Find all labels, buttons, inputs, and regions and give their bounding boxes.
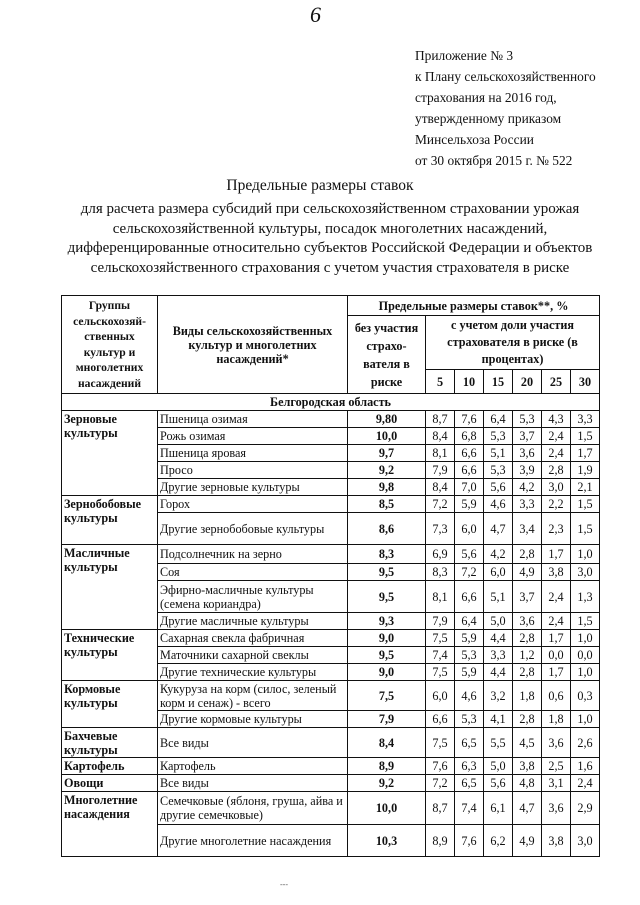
- rate-cell: 4,7: [484, 513, 513, 545]
- rate-cell: 5,9: [455, 496, 484, 513]
- rate-cell: 1,6: [571, 758, 600, 775]
- rate-cell: 3,0: [571, 564, 600, 581]
- rate-cell: 4,5: [513, 728, 542, 758]
- rate-cell: 3,6: [542, 728, 571, 758]
- rate-cell: 3,3: [571, 411, 600, 428]
- rate-cell: 3,3: [484, 647, 513, 664]
- rate-cell: 5,9: [455, 630, 484, 647]
- header-p10: 10: [455, 370, 484, 394]
- table-row: [62, 792, 600, 825]
- base-rate-cell: 9,7: [348, 445, 426, 462]
- base-rate-cell: 9,80: [348, 411, 426, 428]
- rate-cell: 6,6: [426, 711, 455, 728]
- rate-cell: 7,5: [426, 664, 455, 681]
- crop-cell: Пшеница яровая: [158, 445, 348, 462]
- header-no-participation: без участия страхо-вателя в риске: [348, 316, 426, 394]
- crop-cell: Все виды: [158, 728, 348, 758]
- rate-cell: 3,6: [542, 792, 571, 825]
- rate-cell: 2,5: [542, 758, 571, 775]
- table-row: [62, 728, 600, 758]
- header-limits: Предельные размеры ставок**, %: [348, 296, 600, 316]
- rate-cell: 6,2: [484, 825, 513, 857]
- rate-cell: 6,6: [455, 581, 484, 613]
- rate-cell: 1,0: [571, 545, 600, 564]
- rate-cell: 4,2: [513, 479, 542, 496]
- header-p15: 15: [484, 370, 513, 394]
- header-group: Группы сельскохозяй-ственных культур и многолетних насаждений: [62, 296, 158, 394]
- document-title: Предельные размеры ставок: [226, 177, 414, 194]
- rate-cell: 2,8: [542, 462, 571, 479]
- base-rate-cell: 10,0: [348, 428, 426, 445]
- base-rate-cell: 7,9: [348, 711, 426, 728]
- rate-cell: 3,8: [542, 825, 571, 857]
- base-rate-cell: 8,9: [348, 758, 426, 775]
- rate-cell: 8,7: [426, 792, 455, 825]
- base-rate-cell: 9,0: [348, 664, 426, 681]
- rate-cell: 2,3: [542, 513, 571, 545]
- header-crop: Виды сельскохозяйственных культур и многолетних насаждений*: [158, 296, 348, 394]
- crop-cell: Маточники сахарной свеклы: [158, 647, 348, 664]
- header-p30: 30: [571, 370, 600, 394]
- rate-cell: 5,0: [484, 758, 513, 775]
- rate-cell: 7,2: [426, 775, 455, 792]
- rate-cell: 2,8: [513, 630, 542, 647]
- crop-cell: Картофель: [158, 758, 348, 775]
- table-row: [62, 496, 600, 513]
- rate-cell: 2,8: [513, 545, 542, 564]
- rate-cell: 5,6: [484, 479, 513, 496]
- crop-cell: Рожь озимая: [158, 428, 348, 445]
- rate-cell: 3,0: [571, 825, 600, 857]
- rate-cell: 8,4: [426, 428, 455, 445]
- table-row: [62, 681, 600, 711]
- rate-cell: 2,1: [571, 479, 600, 496]
- rate-cell: 2,4: [571, 775, 600, 792]
- crop-cell: Все виды: [158, 775, 348, 792]
- rate-cell: 5,1: [484, 581, 513, 613]
- rate-cell: 6,6: [455, 445, 484, 462]
- rate-cell: 4,6: [484, 496, 513, 513]
- rate-cell: 3,8: [513, 758, 542, 775]
- group-cell: Технические культуры: [62, 630, 158, 681]
- table-row: [62, 630, 600, 647]
- rate-cell: 6,4: [455, 613, 484, 630]
- region-row: Белгородская область: [62, 394, 600, 411]
- appendix-line: Минсельхоза России: [415, 132, 534, 147]
- rate-cell: 8,3: [426, 564, 455, 581]
- group-cell: Овощи: [62, 775, 158, 792]
- rate-cell: 5,3: [484, 428, 513, 445]
- rate-cell: 2,2: [542, 496, 571, 513]
- base-rate-cell: 8,5: [348, 496, 426, 513]
- rate-cell: 7,5: [426, 630, 455, 647]
- rate-cell: 7,2: [426, 496, 455, 513]
- crop-cell: Пшеница озимая: [158, 411, 348, 428]
- rate-cell: 5,6: [484, 775, 513, 792]
- rate-cell: 3,7: [513, 581, 542, 613]
- rate-cell: 7,5: [426, 728, 455, 758]
- crop-cell: Другие технические культуры: [158, 664, 348, 681]
- base-rate-cell: 7,5: [348, 681, 426, 711]
- table-row: [62, 545, 600, 564]
- rate-cell: 2,8: [513, 711, 542, 728]
- rate-cell: 5,3: [484, 462, 513, 479]
- rate-cell: 7,9: [426, 462, 455, 479]
- crop-cell: Подсолнечник на зерно: [158, 545, 348, 564]
- group-cell: Бахчевые культуры: [62, 728, 158, 758]
- group-cell: Картофель: [62, 758, 158, 775]
- rate-cell: 0,0: [571, 647, 600, 664]
- rate-cell: 3,4: [513, 513, 542, 545]
- rate-cell: 2,4: [542, 445, 571, 462]
- rate-cell: 6,0: [455, 513, 484, 545]
- rate-cell: 1,7: [571, 445, 600, 462]
- rate-cell: 5,6: [455, 545, 484, 564]
- rate-cell: 4,4: [484, 664, 513, 681]
- rate-cell: 5,3: [455, 711, 484, 728]
- rate-cell: 1,8: [513, 681, 542, 711]
- rate-cell: 7,6: [455, 411, 484, 428]
- rate-cell: 1,0: [571, 664, 600, 681]
- bottom-mark: ‐‐‐: [280, 880, 288, 889]
- base-rate-cell: 8,3: [348, 545, 426, 564]
- rate-cell: 3,6: [513, 613, 542, 630]
- base-rate-cell: 9,8: [348, 479, 426, 496]
- crop-cell: Эфирно-масличные культуры (семена кориандра): [158, 581, 348, 613]
- rate-cell: 8,7: [426, 411, 455, 428]
- rate-cell: 7,3: [426, 513, 455, 545]
- base-rate-cell: 9,0: [348, 630, 426, 647]
- crop-cell: Другие многолетние насаждения: [158, 825, 348, 857]
- rate-cell: 0,0: [542, 647, 571, 664]
- rate-cell: 7,6: [426, 758, 455, 775]
- rate-cell: 1,7: [542, 664, 571, 681]
- rate-cell: 1,5: [571, 496, 600, 513]
- table-row: [62, 775, 600, 792]
- rate-cell: 4,4: [484, 630, 513, 647]
- base-rate-cell: 9,5: [348, 564, 426, 581]
- rate-cell: 1,0: [571, 630, 600, 647]
- document-subtitle: для расчета размера субсидий при сельскохозяйственном страховании урожая сельскохозяйственной культуры, посадок многолетних насаждений, дифференцированные относительно субъектов Российской Федерации и объектов сельскохозяйственного страхования с учетом участия страхователя в риске: [67, 201, 593, 276]
- base-rate-cell: 9,2: [348, 462, 426, 479]
- rate-cell: 3,3: [513, 496, 542, 513]
- rate-cell: 1,5: [571, 428, 600, 445]
- group-cell: Зернобобовые культуры: [62, 496, 158, 545]
- table-row: [62, 758, 600, 775]
- rate-cell: 1,7: [542, 545, 571, 564]
- header-p25: 25: [542, 370, 571, 394]
- crop-cell: Другие масличные культуры: [158, 613, 348, 630]
- rate-cell: 3,0: [542, 479, 571, 496]
- rate-cell: 2,4: [542, 428, 571, 445]
- rate-cell: 2,6: [571, 728, 600, 758]
- rate-cell: 7,4: [455, 792, 484, 825]
- rate-cell: 5,0: [484, 613, 513, 630]
- crop-cell: Кукуруза на корм (силос, зеленый корм и сенаж) - всего: [158, 681, 348, 711]
- rate-cell: 2,4: [542, 581, 571, 613]
- rate-cell: 3,7: [513, 428, 542, 445]
- rates-table: [61, 295, 600, 857]
- base-rate-cell: 9,3: [348, 613, 426, 630]
- rate-cell: 7,4: [426, 647, 455, 664]
- header-with-participation: с учетом доли участия страхователя в риске (в процентах): [426, 316, 600, 370]
- appendix-line: к Плану сельскохозяйственного: [415, 69, 596, 84]
- rate-cell: 6,1: [484, 792, 513, 825]
- rate-cell: 4,8: [513, 775, 542, 792]
- rate-cell: 7,6: [455, 825, 484, 857]
- base-rate-cell: 9,5: [348, 647, 426, 664]
- crop-cell: Горох: [158, 496, 348, 513]
- rate-cell: 1,7: [542, 630, 571, 647]
- rate-cell: 8,9: [426, 825, 455, 857]
- rate-cell: 8,1: [426, 445, 455, 462]
- rate-cell: 6,6: [455, 462, 484, 479]
- rate-cell: 1,8: [542, 711, 571, 728]
- base-rate-cell: 8,4: [348, 728, 426, 758]
- rate-cell: 6,0: [484, 564, 513, 581]
- rate-cell: 3,6: [513, 445, 542, 462]
- rate-cell: 6,5: [455, 728, 484, 758]
- rate-cell: 6,0: [426, 681, 455, 711]
- base-rate-cell: 10,3: [348, 825, 426, 857]
- base-rate-cell: 8,6: [348, 513, 426, 545]
- group-cell: Кормовые культуры: [62, 681, 158, 728]
- crop-cell: Другие зерновые культуры: [158, 479, 348, 496]
- rate-cell: 4,9: [513, 825, 542, 857]
- rate-cell: 8,1: [426, 581, 455, 613]
- rate-cell: 6,8: [455, 428, 484, 445]
- rate-cell: 3,1: [542, 775, 571, 792]
- rate-cell: 4,9: [513, 564, 542, 581]
- header-p20: 20: [513, 370, 542, 394]
- rates-body: [62, 394, 600, 857]
- rate-cell: 4,1: [484, 711, 513, 728]
- table-row: [62, 411, 600, 428]
- rate-cell: 7,2: [455, 564, 484, 581]
- base-rate-cell: 9,5: [348, 581, 426, 613]
- rate-cell: 0,6: [542, 681, 571, 711]
- appendix-line: от 30 октября 2015 г. № 522: [415, 153, 573, 168]
- page-number: 6: [310, 2, 321, 27]
- rate-cell: 1,3: [571, 581, 600, 613]
- crop-cell: Другие кормовые культуры: [158, 711, 348, 728]
- appendix-line: Приложение № 3: [415, 48, 514, 63]
- header-p5: 5: [426, 370, 455, 394]
- crop-cell: Семечковые (яблоня, груша, айва и другие семечковые): [158, 792, 348, 825]
- rate-cell: 1,5: [571, 613, 600, 630]
- rate-cell: 1,2: [513, 647, 542, 664]
- rate-cell: 4,7: [513, 792, 542, 825]
- rate-cell: 2,8: [513, 664, 542, 681]
- appendix-line: утвержденному приказом: [415, 111, 562, 126]
- rate-cell: 1,5: [571, 513, 600, 545]
- rate-cell: 5,5: [484, 728, 513, 758]
- rate-cell: 2,4: [542, 613, 571, 630]
- group-cell: Масличные культуры: [62, 545, 158, 630]
- base-rate-cell: 10,0: [348, 792, 426, 825]
- base-rate-cell: 9,2: [348, 775, 426, 792]
- rate-cell: 8,4: [426, 479, 455, 496]
- group-cell: Зерновые культуры: [62, 411, 158, 496]
- rate-cell: 3,8: [542, 564, 571, 581]
- crop-cell: Соя: [158, 564, 348, 581]
- rate-cell: 1,0: [571, 711, 600, 728]
- rate-cell: 3,9: [513, 462, 542, 479]
- rate-cell: 1,9: [571, 462, 600, 479]
- rate-cell: 7,9: [426, 613, 455, 630]
- rate-cell: 2,9: [571, 792, 600, 825]
- crop-cell: Просо: [158, 462, 348, 479]
- rate-cell: 7,0: [455, 479, 484, 496]
- rate-cell: 5,9: [455, 664, 484, 681]
- rate-cell: 4,3: [542, 411, 571, 428]
- rate-cell: 6,4: [484, 411, 513, 428]
- rate-cell: 6,5: [455, 775, 484, 792]
- rate-cell: 3,2: [484, 681, 513, 711]
- rate-cell: 4,6: [455, 681, 484, 711]
- rate-cell: 6,9: [426, 545, 455, 564]
- group-cell: Многолетние насаждения: [62, 792, 158, 857]
- crop-cell: Сахарная свекла фабричная: [158, 630, 348, 647]
- appendix-line: страхования на 2016 год,: [415, 90, 557, 105]
- rate-cell: 5,3: [513, 411, 542, 428]
- rate-cell: 5,3: [455, 647, 484, 664]
- rate-cell: 5,1: [484, 445, 513, 462]
- rate-cell: 0,3: [571, 681, 600, 711]
- crop-cell: Другие зернобобовые культуры: [158, 513, 348, 545]
- rate-cell: 4,2: [484, 545, 513, 564]
- rate-cell: 6,3: [455, 758, 484, 775]
- appendix-block: [415, 45, 596, 171]
